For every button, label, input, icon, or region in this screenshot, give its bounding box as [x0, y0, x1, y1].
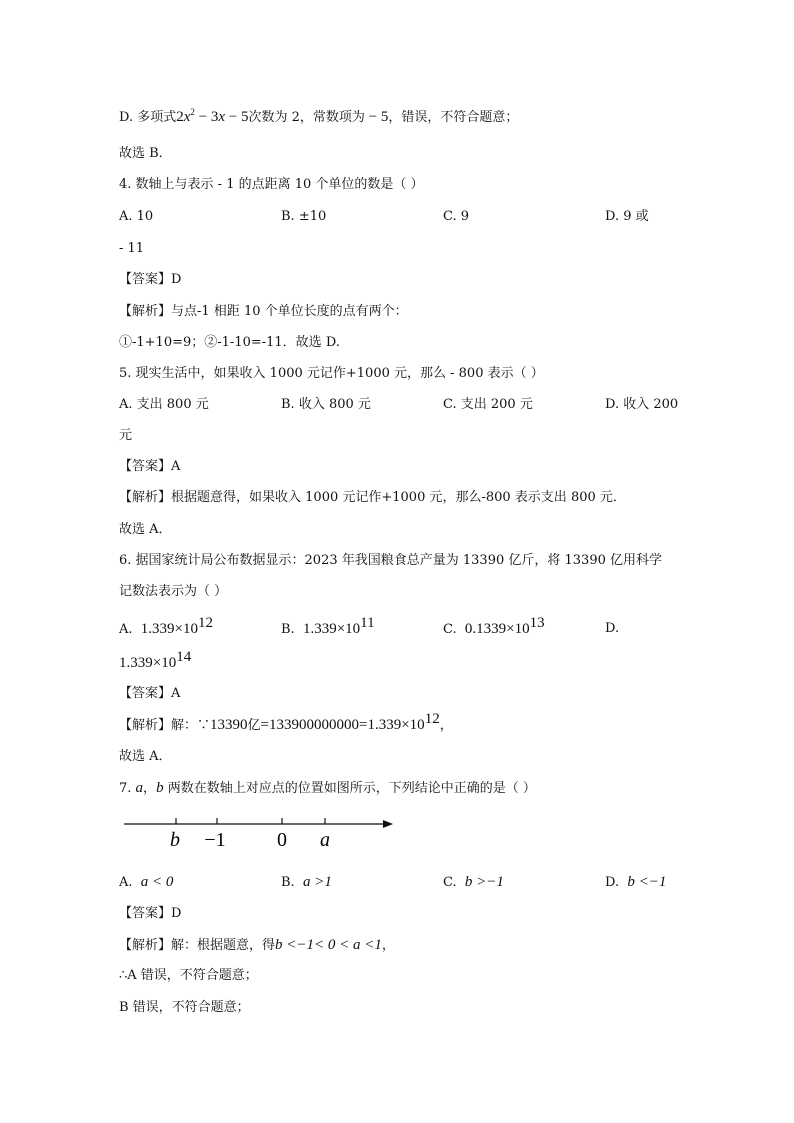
- tick-label-neg1: −1: [204, 829, 226, 851]
- analysis-prefix: 解：根据题意，得: [171, 938, 276, 953]
- option-math: b <−1: [627, 874, 667, 890]
- q3-polynomial: [176, 109, 248, 125]
- q5-option-c: C. 支出 200 元: [443, 397, 533, 412]
- tick-label-a: a: [320, 829, 330, 851]
- q4-option-b: B. ±10: [281, 209, 327, 224]
- q7-analysis-b: B 错误，不符合题意；: [119, 1000, 250, 1015]
- q3-d-prefix: D. 多项式: [119, 110, 177, 125]
- analysis-num: 13390: [210, 717, 248, 733]
- analysis-yi: 亿: [247, 718, 261, 733]
- q3-option-d: [119, 108, 518, 127]
- q3-d-suffix-2: ，错误，不符合题意；: [388, 110, 519, 125]
- poly-exp: 2: [190, 107, 195, 117]
- q7-number: 7.: [119, 781, 136, 796]
- tick-label-zero: 0: [277, 829, 287, 851]
- q5-option-b: B. 收入 800 元: [281, 397, 371, 412]
- q5-option-a: A. 支出 800 元: [119, 397, 209, 412]
- q7-comma: ，: [143, 781, 157, 796]
- q4-option-d-wrap: - 11: [119, 241, 145, 256]
- option-label: D.: [605, 875, 620, 890]
- poly-var-x: x: [183, 109, 191, 125]
- q4-option-c: C. 9: [443, 209, 470, 224]
- q7-var-a: a: [135, 780, 144, 796]
- option-exp: 14: [176, 649, 192, 665]
- q6-conclusion: 故选 A．: [119, 749, 172, 764]
- analysis-text: 与点-1 相距 10 个单位长度的点有两个：: [171, 304, 408, 319]
- option-exp: 11: [360, 615, 375, 631]
- number-line-figure: [119, 808, 399, 858]
- q7-option-c: [443, 873, 504, 892]
- q7-var-b: b: [156, 780, 164, 796]
- analysis-end: ，: [439, 718, 453, 733]
- q5-analysis: [119, 489, 626, 507]
- q4-analysis: [119, 303, 408, 321]
- q6-stem-1: 6. 据国家统计局公布数据显示：2023 年我国粮食总产量为 13390 亿斤，将 13390 亿用科学: [119, 553, 662, 568]
- option-label: A.: [119, 622, 133, 637]
- poly-mid: − 3: [194, 109, 219, 125]
- q4-option-d: D. 9 或: [605, 209, 649, 224]
- answer-value: D: [171, 272, 182, 287]
- analysis-label: 【解析】: [119, 938, 172, 953]
- analysis-label: 【解析】: [119, 304, 172, 319]
- q6-option-c: [443, 615, 545, 639]
- answer-label: 【答案】: [119, 459, 172, 474]
- q6-option-a: [119, 615, 214, 639]
- q4-answer: [119, 271, 181, 289]
- q6-analysis: [119, 711, 453, 735]
- q7-analysis-a: ∴A 错误，不符合题意；: [119, 968, 258, 983]
- answer-label: 【答案】: [119, 686, 172, 701]
- option-exp: 13: [529, 615, 545, 631]
- q4-analysis-2: ①-1+10=9；②-1-10=-11．故选 D.: [119, 335, 340, 350]
- answer-value: A: [171, 459, 181, 474]
- analysis-label: 【解析】: [119, 718, 172, 733]
- option-base: 1.339×10: [140, 621, 199, 637]
- q6-option-d: D.: [605, 621, 620, 636]
- analysis-label: 【解析】: [119, 490, 172, 505]
- answer-label: 【答案】: [119, 906, 172, 921]
- q5-answer: [119, 458, 180, 476]
- poly-var-x2: x: [218, 109, 226, 125]
- analysis-end: ，: [381, 938, 395, 953]
- q7-option-d: [605, 873, 666, 892]
- analysis-prefix: 解：∵: [171, 718, 211, 733]
- option-base: 0.1339×10: [464, 621, 530, 637]
- q3-conclusion: 故选 B．: [119, 146, 172, 161]
- q4-option-a: A. 10: [119, 209, 154, 224]
- option-math: a < 0: [140, 874, 174, 890]
- option-math: a >1: [302, 874, 332, 890]
- q6-stem-2: 记数法表示为（ ）: [119, 584, 228, 599]
- option-base: 1.339×10: [119, 655, 177, 671]
- option-label: A.: [119, 875, 133, 890]
- poly-tail: − 5: [225, 109, 249, 125]
- tick-label-b: b: [170, 829, 180, 851]
- q7-stem-text: 两数在数轴上对应点的位置如图所示，下列结论中正确的是（ ）: [163, 781, 536, 796]
- q5-stem: 5. 现实生活中，如果收入 1000 元记作+1000 元，那么 - 800 表示（ ）: [119, 366, 544, 381]
- answer-value: A: [171, 686, 181, 701]
- q5-option-d-wrap: 元: [119, 428, 133, 443]
- q7-option-a: [119, 873, 173, 892]
- q6-option-d-wrap: [119, 649, 192, 673]
- option-label: B.: [281, 622, 295, 637]
- analysis-eq: =133900000000=1.339×10: [260, 717, 425, 733]
- answer-label: 【答案】: [119, 272, 172, 287]
- poly-coef: 2: [176, 109, 184, 125]
- option-label: B.: [281, 875, 295, 890]
- option-label: C.: [443, 875, 457, 890]
- q5-conclusion: 故选 A．: [119, 522, 172, 537]
- analysis-text: 根据题意得，如果收入 1000 元记作+1000 元，那么-800 表示支出 800 元．: [171, 490, 626, 505]
- q3-d-const: − 5: [364, 109, 389, 125]
- q7-analysis: [119, 936, 395, 955]
- q6-answer: [119, 685, 180, 703]
- q7-stem: [119, 779, 536, 798]
- q6-option-b: [281, 615, 375, 639]
- analysis-exp: 12: [424, 711, 440, 727]
- option-label: C.: [443, 622, 457, 637]
- analysis-math: b <−1< 0 < a <1: [275, 937, 382, 953]
- option-base: 1.339×10: [302, 621, 361, 637]
- arrow-right-icon: [383, 820, 393, 828]
- option-math: b >−1: [464, 874, 504, 890]
- option-exp: 12: [198, 615, 214, 631]
- answer-value: D: [171, 906, 182, 921]
- q3-d-suffix: 次数为 2，常数项为: [248, 110, 365, 125]
- q5-option-d: D. 收入 200: [605, 397, 679, 412]
- q7-answer: [119, 905, 181, 923]
- q7-option-b: [281, 873, 332, 892]
- q4-stem: 4. 数轴上与表示 - 1 的点距离 10 个单位的数是（ ）: [119, 177, 424, 192]
